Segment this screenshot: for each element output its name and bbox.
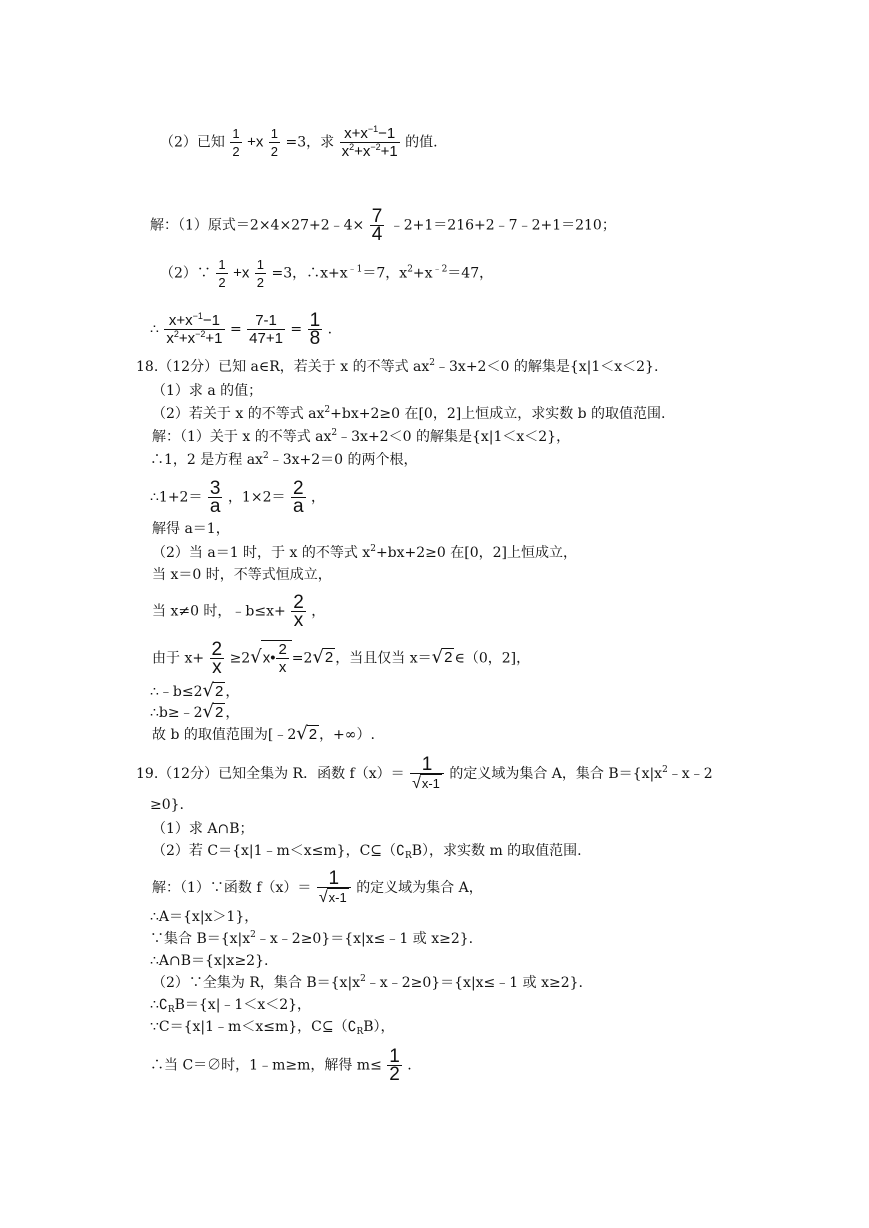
q18-solution-7: 当 x≠0 时，﹣b≤x+ $\frac{2}{x}$ ， [152,592,326,631]
q18-solution-8: 由于 x+ $\frac{2}{x}$ ≥2√x• $\frac{2}{x}$ =2√2 ，当且仅当 x＝√2 ∈（0，2]， [152,638,531,678]
q18-solution-6: 当 x＝0 时，不等式恒成立， [152,567,332,583]
q18-statement: 18.（12分）已知 a∈R，若关于 x 的不等式 $ax^2﹣3x+2<0$ 的解集是{x|1＜x＜2}. [136,358,659,375]
problem-2-tail: 的值. [405,134,438,151]
three-over-a-fraction: $\frac{3}{a}$ [209,478,221,517]
sqrt-icon: √ [312,646,324,668]
one-half-fraction: $\frac{1}{2}$ [389,1046,400,1085]
half-exponent-fraction: $\frac{1}{2}$ [232,126,240,159]
one-over-sqrt-fraction: $\frac{1}{√x-1}$ [410,756,444,792]
q18-solution-10: ∴b≥﹣2√2 ， [150,701,240,722]
q19-solution-3: ∵集合 $B=\{x|x^2﹣x﹣2\ge 0\}=\{x|x\le﹣1$ 或 x≥2}. [150,930,474,947]
solution-line-3: ∴ $\frac{x+x^{-1}-1}{x^2+x^{-2}+1}$ = $\frac{7-1}{47+1}$ = $\frac{1}{8}$ . [150,310,333,349]
equals-three-text: =3，求 [285,134,335,151]
two-over-a-fraction: $\frac{2}{a}$ [292,478,304,517]
one-over-sqrt-fraction: $\frac{1}{√x-1}$ [317,870,351,906]
seven-fourths-fraction: $\frac{7}{4}$ [371,206,383,245]
q18-solution-9: ∴﹣b≤2√2 ， [150,680,240,701]
q18-solution-3: ∴1+2＝ $\frac{3}{a}$ ，1×2＝ $\frac{2}{a}$ ， [150,478,325,517]
plus-x-term: +x [247,133,264,151]
q18-solution-1: 解：（1）关于 x 的不等式 $ax^2﹣3x+2<0$ 的解集是{x|1＜x＜2}， [152,428,571,445]
q19-solution-7: ∵C＝{x|1﹣m＜x≤m}，$C⊆(∁_RB)$， [150,1019,395,1037]
neg-half-exponent-fraction: $\frac{1}{2}$ [270,126,279,159]
q19-solution-5: （2）∵全集为 R，集合 $B=\{x|x^2﹣x﹣2\ge 0\}=\{x|x\le﹣1$ 或 x≥2}. [152,974,583,991]
sqrt-icon: √ [202,701,214,722]
q19-part-1: （1）求 A∩B； [152,821,254,837]
target-expression-fraction: $\frac{x+x^{-1}-1}{x^2+x^{-2}+1}$ [341,124,398,160]
two-over-x-fraction: $\frac{2}{x}$ [293,592,304,631]
q18-solution-5: （2）当 a＝1 时，于 x 的不等式 $x^2+bx+2\ge 0$ 在[0，2]上恒成立， [152,544,577,561]
q19-solution-4: ∴A∩B＝{x|x≥2}. [150,953,269,969]
solution-line-1: 解：（1）原式＝2×4×27+2﹣4× $\frac{7}{4}$ ﹣2+1＝216+2﹣7﹣2+1＝210； [150,206,616,245]
q18-part-2: （2）若关于 x 的不等式 $ax^2+bx+2\ge 0$ 在[0，2]上恒成立，求实数 b 的取值范围. [152,405,666,422]
one-eighth-fraction: $\frac{1}{8}$ [309,310,321,349]
sqrt-icon: √ [202,680,214,701]
sqrt-icon: √ [431,646,444,668]
radicand: x• $\frac{2}{x}$ [261,640,292,676]
q19-part-2: （2）若 C＝{x|1﹣m＜x≤m}，$C⊆(∁_RB)$，求实数 m 的取值范围. [152,843,582,861]
q19-solution-8: ∴当 C＝∅时，1﹣m≥m，解得 m≤ $\frac{1}{2}$ . [150,1046,412,1085]
problem-2-label: （2）已知 [160,134,225,151]
q19-solution-2: ∴A＝{x|x＞1}， [150,909,259,925]
solution-line-2: （2）∵ $\frac{1}{2}$ +x $\frac{1}{2}$ =3，$\therefore x+x^{﹣1}=7$，$x^2+x^{﹣2}=47$， [160,257,494,290]
neg-half-exponent-fraction: $\frac{1}{2}$ [256,257,265,290]
q19-solution-1: 解：（1）∵函数 f（x）＝ $\frac{1}{√x-1}$ 的定义域为集合 A， [152,868,483,906]
target-expression-fraction: $\frac{x+x^{-1}-1}{x^2+x^{-2}+1}$ [166,311,223,347]
q19-statement: 19.（12分）已知全集为 R．函数 f（x）＝ $\frac{1}{√x-1}$ 的定义域为集合 A，集合 $B=\{x|x^2﹣x﹣2$ [136,754,713,792]
q19-statement-cont: ≥0}. [150,797,184,813]
q19-solution-6: $\therefore∁_RB=\{x|﹣1<x<2\}$， [150,997,312,1015]
q18-solution-11: 故 b 的取值范围为[﹣2√2 ，+∞）. [152,723,375,744]
two-over-x-fraction: $\frac{2}{x}$ [211,638,223,678]
sqrt-icon: √ [318,889,328,906]
half-exponent-fraction: $\frac{1}{2}$ [218,257,226,290]
sqrt-icon: √ [412,775,421,792]
problem-2-question [160,125,438,160]
six-over-48-fraction: $\frac{7-1}{47+1}$ [249,312,283,347]
q18-solution-4: 解得 a＝1， [152,521,230,537]
sqrt-icon: √ [250,646,262,668]
sqrt-icon: √ [296,723,308,744]
q18-solution-2: ∴1，2 是方程 $ax^2﹣3x+2=0$ 的两个根， [150,451,418,468]
q18-part-1: （1）求 a 的值； [152,383,263,399]
two-over-x-fraction: $\frac{2}{x}$ [278,641,287,676]
